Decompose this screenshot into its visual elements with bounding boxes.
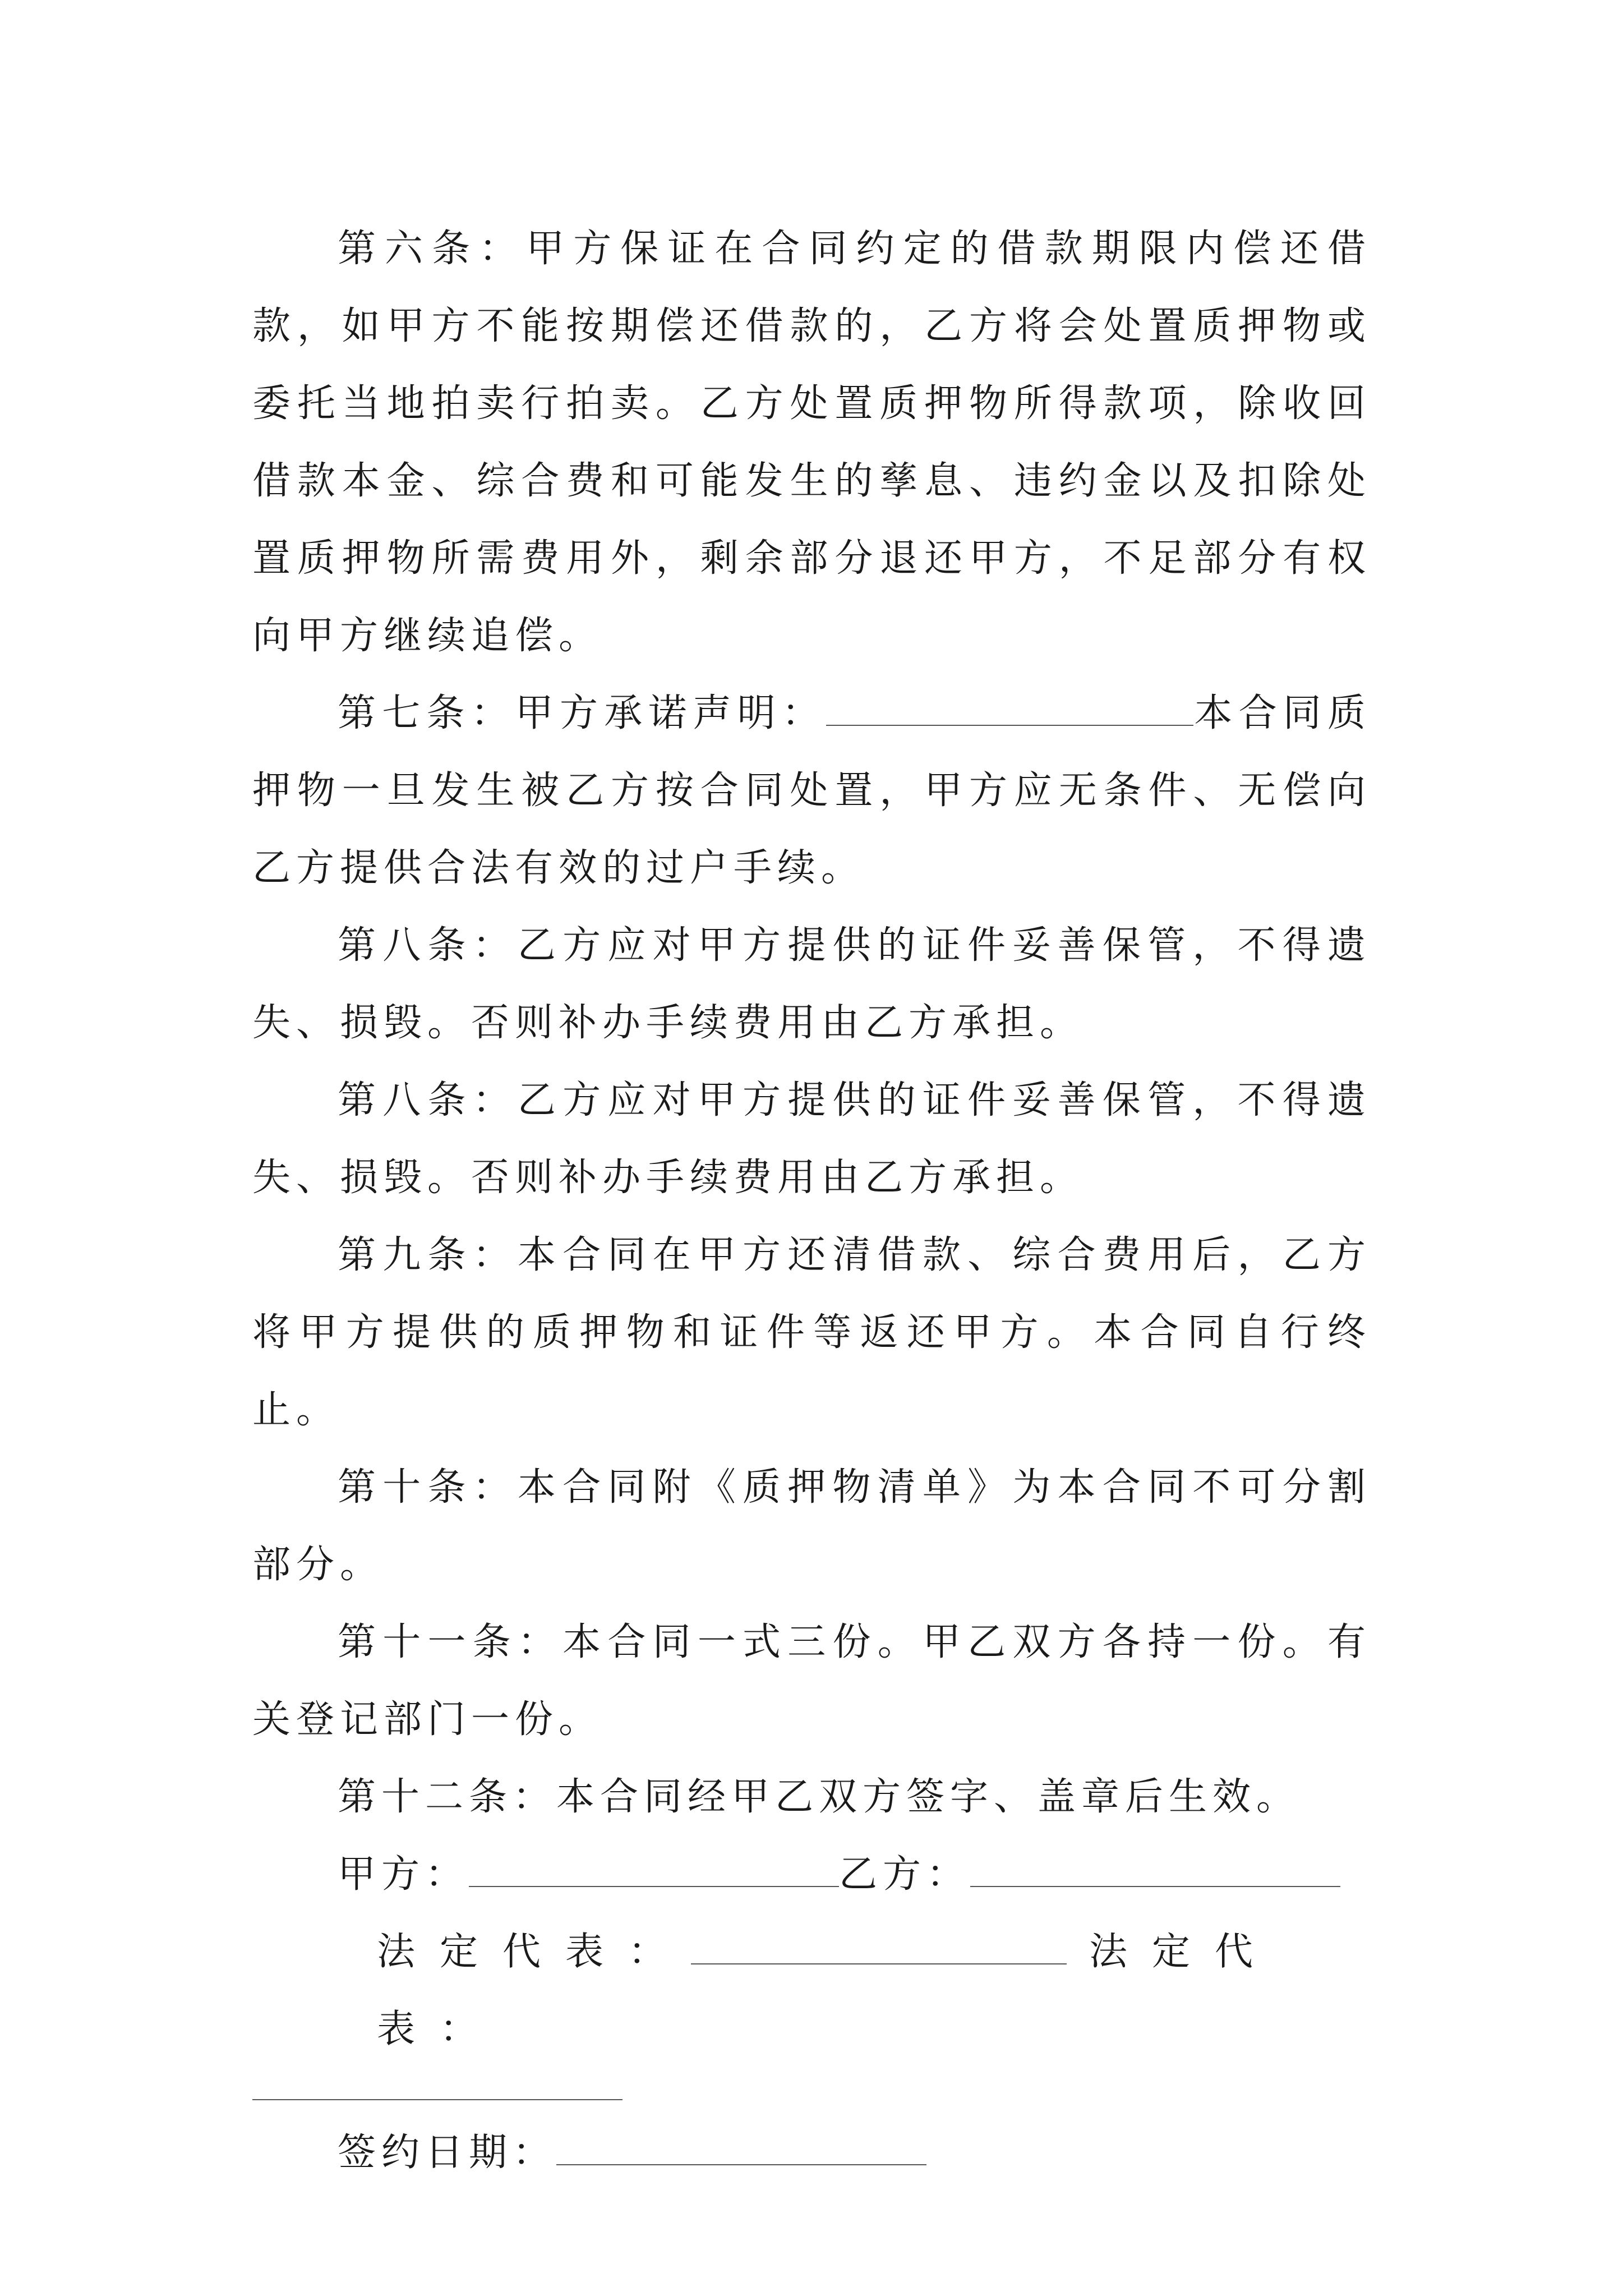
date-label: 签约日期： bbox=[338, 2131, 557, 2175]
rep-label-right: 法定代表： bbox=[377, 1930, 1278, 2051]
date-row bbox=[252, 2114, 1371, 2192]
article-7 bbox=[252, 675, 1371, 907]
article-8-second: 第八条：乙方应对甲方提供的证件妥善保管，不得遗失、损毁。否则补办手续费用由乙方承担。 bbox=[252, 1078, 1371, 1200]
rep-b-blank[interactable] bbox=[252, 2077, 623, 2100]
party-b-blank[interactable] bbox=[970, 1847, 1340, 1887]
article-6: 第六条：甲方保证在合同约定的借款期限内偿还借款，如甲方不能按期偿还借款的，乙方将会处置质押物或委托当地拍卖行拍卖。乙方处置质押物所得款项，除收回借款本金、综合费和可能发生的孳息、违约金以及扣除处置质押物所需费用外，剩余部分退还甲方，不足部分有权向甲方继续追偿。 bbox=[252, 227, 1371, 658]
article-11: 第十一条：本合同一式三份。甲乙双方各持一份。有关登记部门一份。 bbox=[252, 1620, 1371, 1742]
party-a-label: 甲方： bbox=[338, 1852, 469, 1897]
article-7-prefix: 第七条：甲方承诺声明： bbox=[338, 691, 827, 735]
party-a-blank[interactable] bbox=[469, 1847, 839, 1887]
article-12: 第十二条：本合同经甲乙双方签字、盖章后生效。 bbox=[338, 1775, 1301, 1819]
rep-a-blank[interactable] bbox=[691, 1924, 1067, 1964]
date-blank[interactable] bbox=[556, 2125, 926, 2165]
party-b-label: 乙方： bbox=[839, 1852, 971, 1897]
party-signature-row bbox=[252, 1836, 1371, 1913]
article-9: 第九条：本合同在甲方还清借款、综合费用后，乙方将甲方提供的质押物和证件等返还甲方。本合同自行终止。 bbox=[252, 1233, 1371, 1432]
declaration-blank[interactable] bbox=[826, 685, 1193, 726]
rep-b-row bbox=[252, 2068, 1371, 2108]
rep-label-left: 法定代表： bbox=[377, 1930, 691, 1974]
article-7-suffix: 本合同质押物一旦发生被乙方按合同处置，甲方应无条件、无偿向乙方提供合法有效的过户手续。 bbox=[252, 691, 1371, 890]
article-8-first: 第八条：乙方应对甲方提供的证件妥善保管，不得遗失、损毁。否则补办手续费用由乙方承担。 bbox=[252, 923, 1371, 1045]
representative-row bbox=[252, 1913, 1371, 2068]
contract-body bbox=[252, 210, 1371, 2192]
article-10: 第十条：本合同附《质押物清单》为本合同不可分割部分。 bbox=[252, 1465, 1371, 1587]
